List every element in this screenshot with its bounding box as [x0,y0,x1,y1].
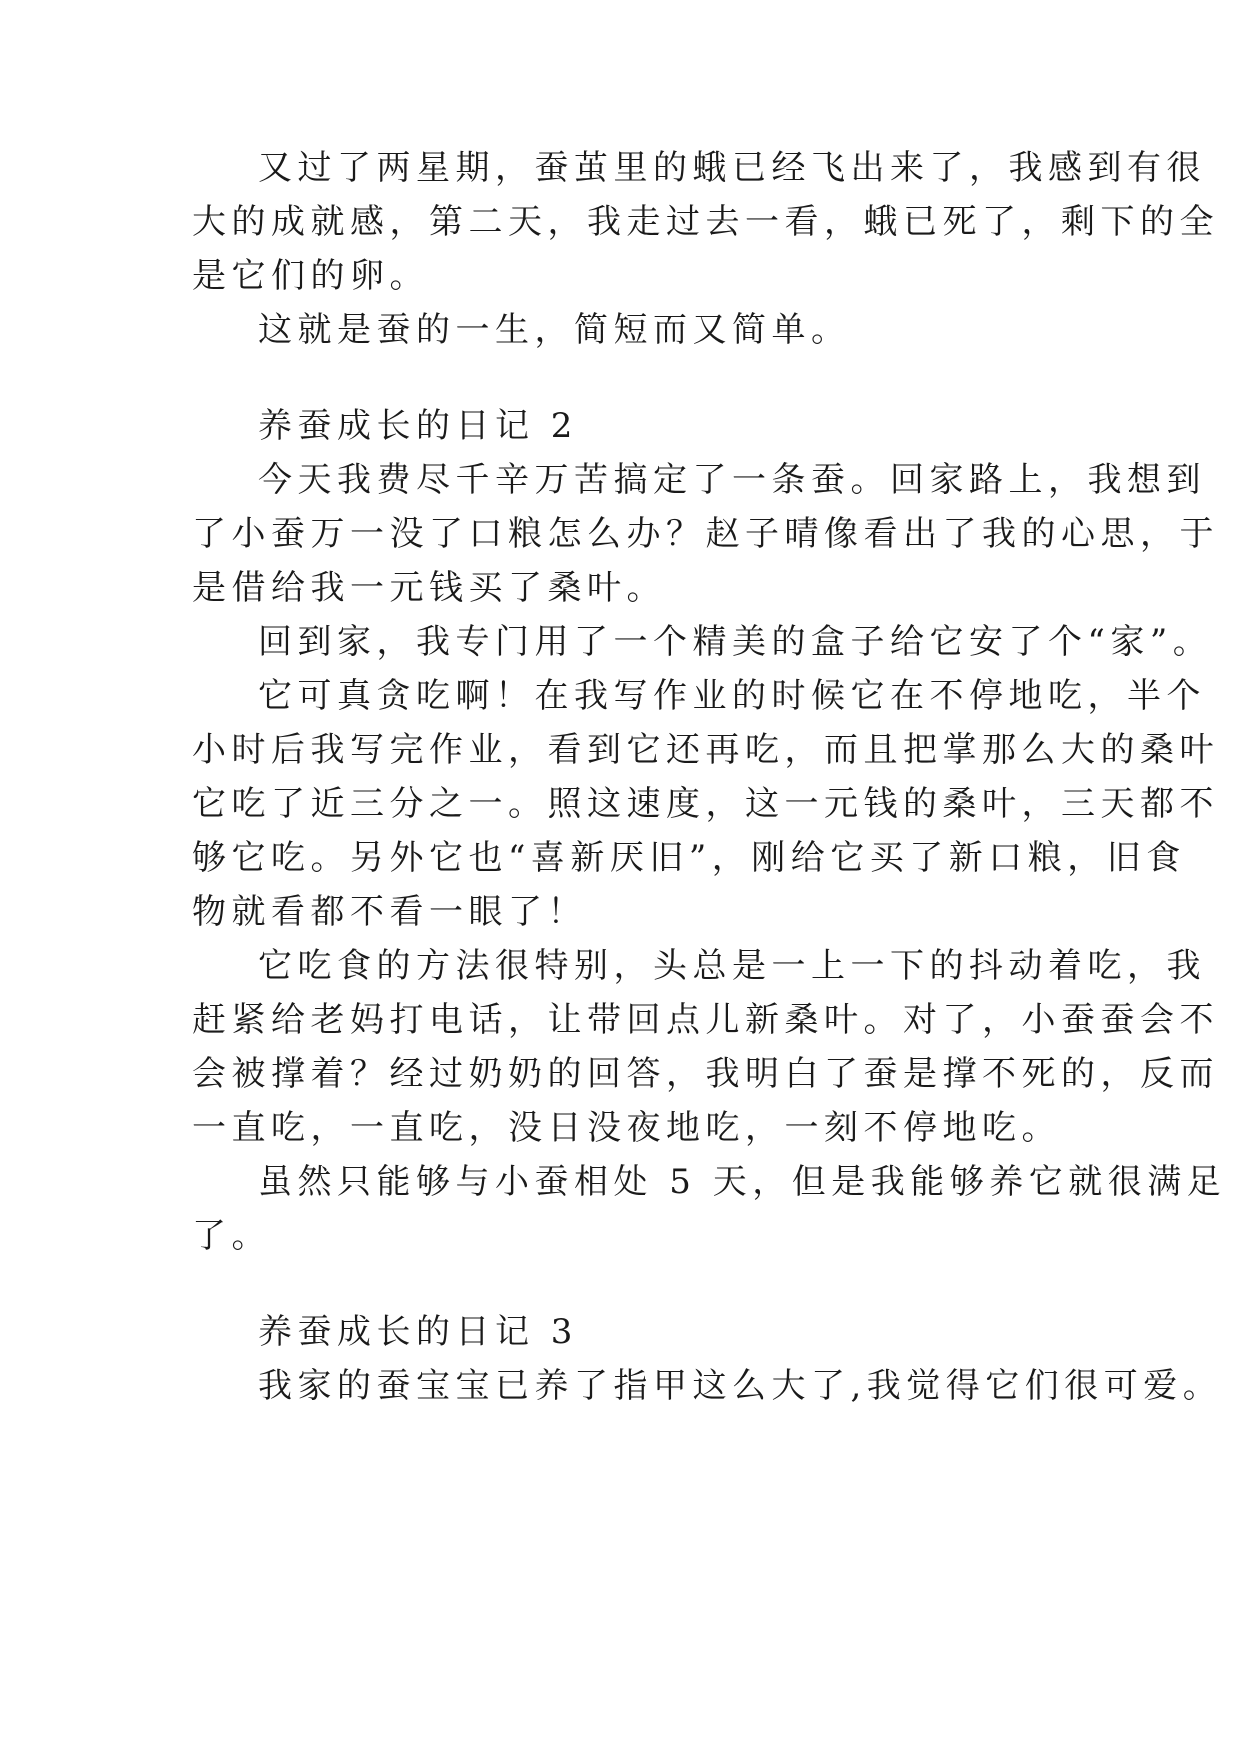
paragraph-line: 大的成就感，第二天，我走过去一看，蛾已死了，剩下的全 [192,202,1219,242]
paragraph-line: 了小蚕万一没了口粮怎么办？赵子晴像看出了我的心思，于 [192,514,1219,554]
section-heading: 养蚕成长的日记 2 [258,406,578,446]
paragraph-line: 会被撑着？经过奶奶的回答，我明白了蚕是撑不死的，反而 [192,1054,1219,1094]
paragraph-line: 它吃了近三分之一。照这速度，这一元钱的桑叶，三天都不 [192,784,1219,824]
paragraph-line: 它吃食的方法很特别，头总是一上一下的抖动着吃，我 [258,946,1206,986]
paragraph-line: 虽然只能够与小蚕相处 5 天，但是我能够养它就很满足 [258,1162,1227,1202]
paragraph-line: 是借给我一元钱买了桑叶。 [192,568,666,608]
paragraph-line: 小时后我写完作业，看到它还再吃，而且把掌那么大的桑叶 [192,730,1219,770]
paragraph-line: 今天我费尽千辛万苦搞定了一条蚕。回家路上，我想到 [258,460,1206,500]
paragraph-line: 了。 [192,1216,271,1256]
paragraph-line: 我家的蚕宝宝已养了指甲这么大了,我觉得它们很可爱。 [258,1366,1223,1406]
paragraph-line: 够它吃。另外它也“喜新厌旧”，刚给它买了新口粮，旧食 [192,838,1186,878]
paragraph-line: 物就看都不看一眼了！ [192,892,587,932]
paragraph-line: 又过了两星期，蚕茧里的蛾已经飞出来了，我感到有很 [258,148,1206,188]
paragraph-line: 这就是蚕的一生，简短而又简单。 [258,310,851,350]
paragraph-line: 是它们的卵。 [192,256,429,296]
paragraph-line: 回到家，我专门用了一个精美的盒子给它安了个“家”。 [258,622,1213,662]
section-heading: 养蚕成长的日记 3 [258,1312,578,1352]
paragraph-line: 一直吃，一直吃，没日没夜地吃，一刻不停地吃。 [192,1108,1061,1148]
paragraph-line: 它可真贪吃啊！在我写作业的时候它在不停地吃，半个 [258,676,1206,716]
paragraph-line: 赶紧给老妈打电话，让带回点儿新桑叶。对了，小蚕蚕会不 [192,1000,1219,1040]
